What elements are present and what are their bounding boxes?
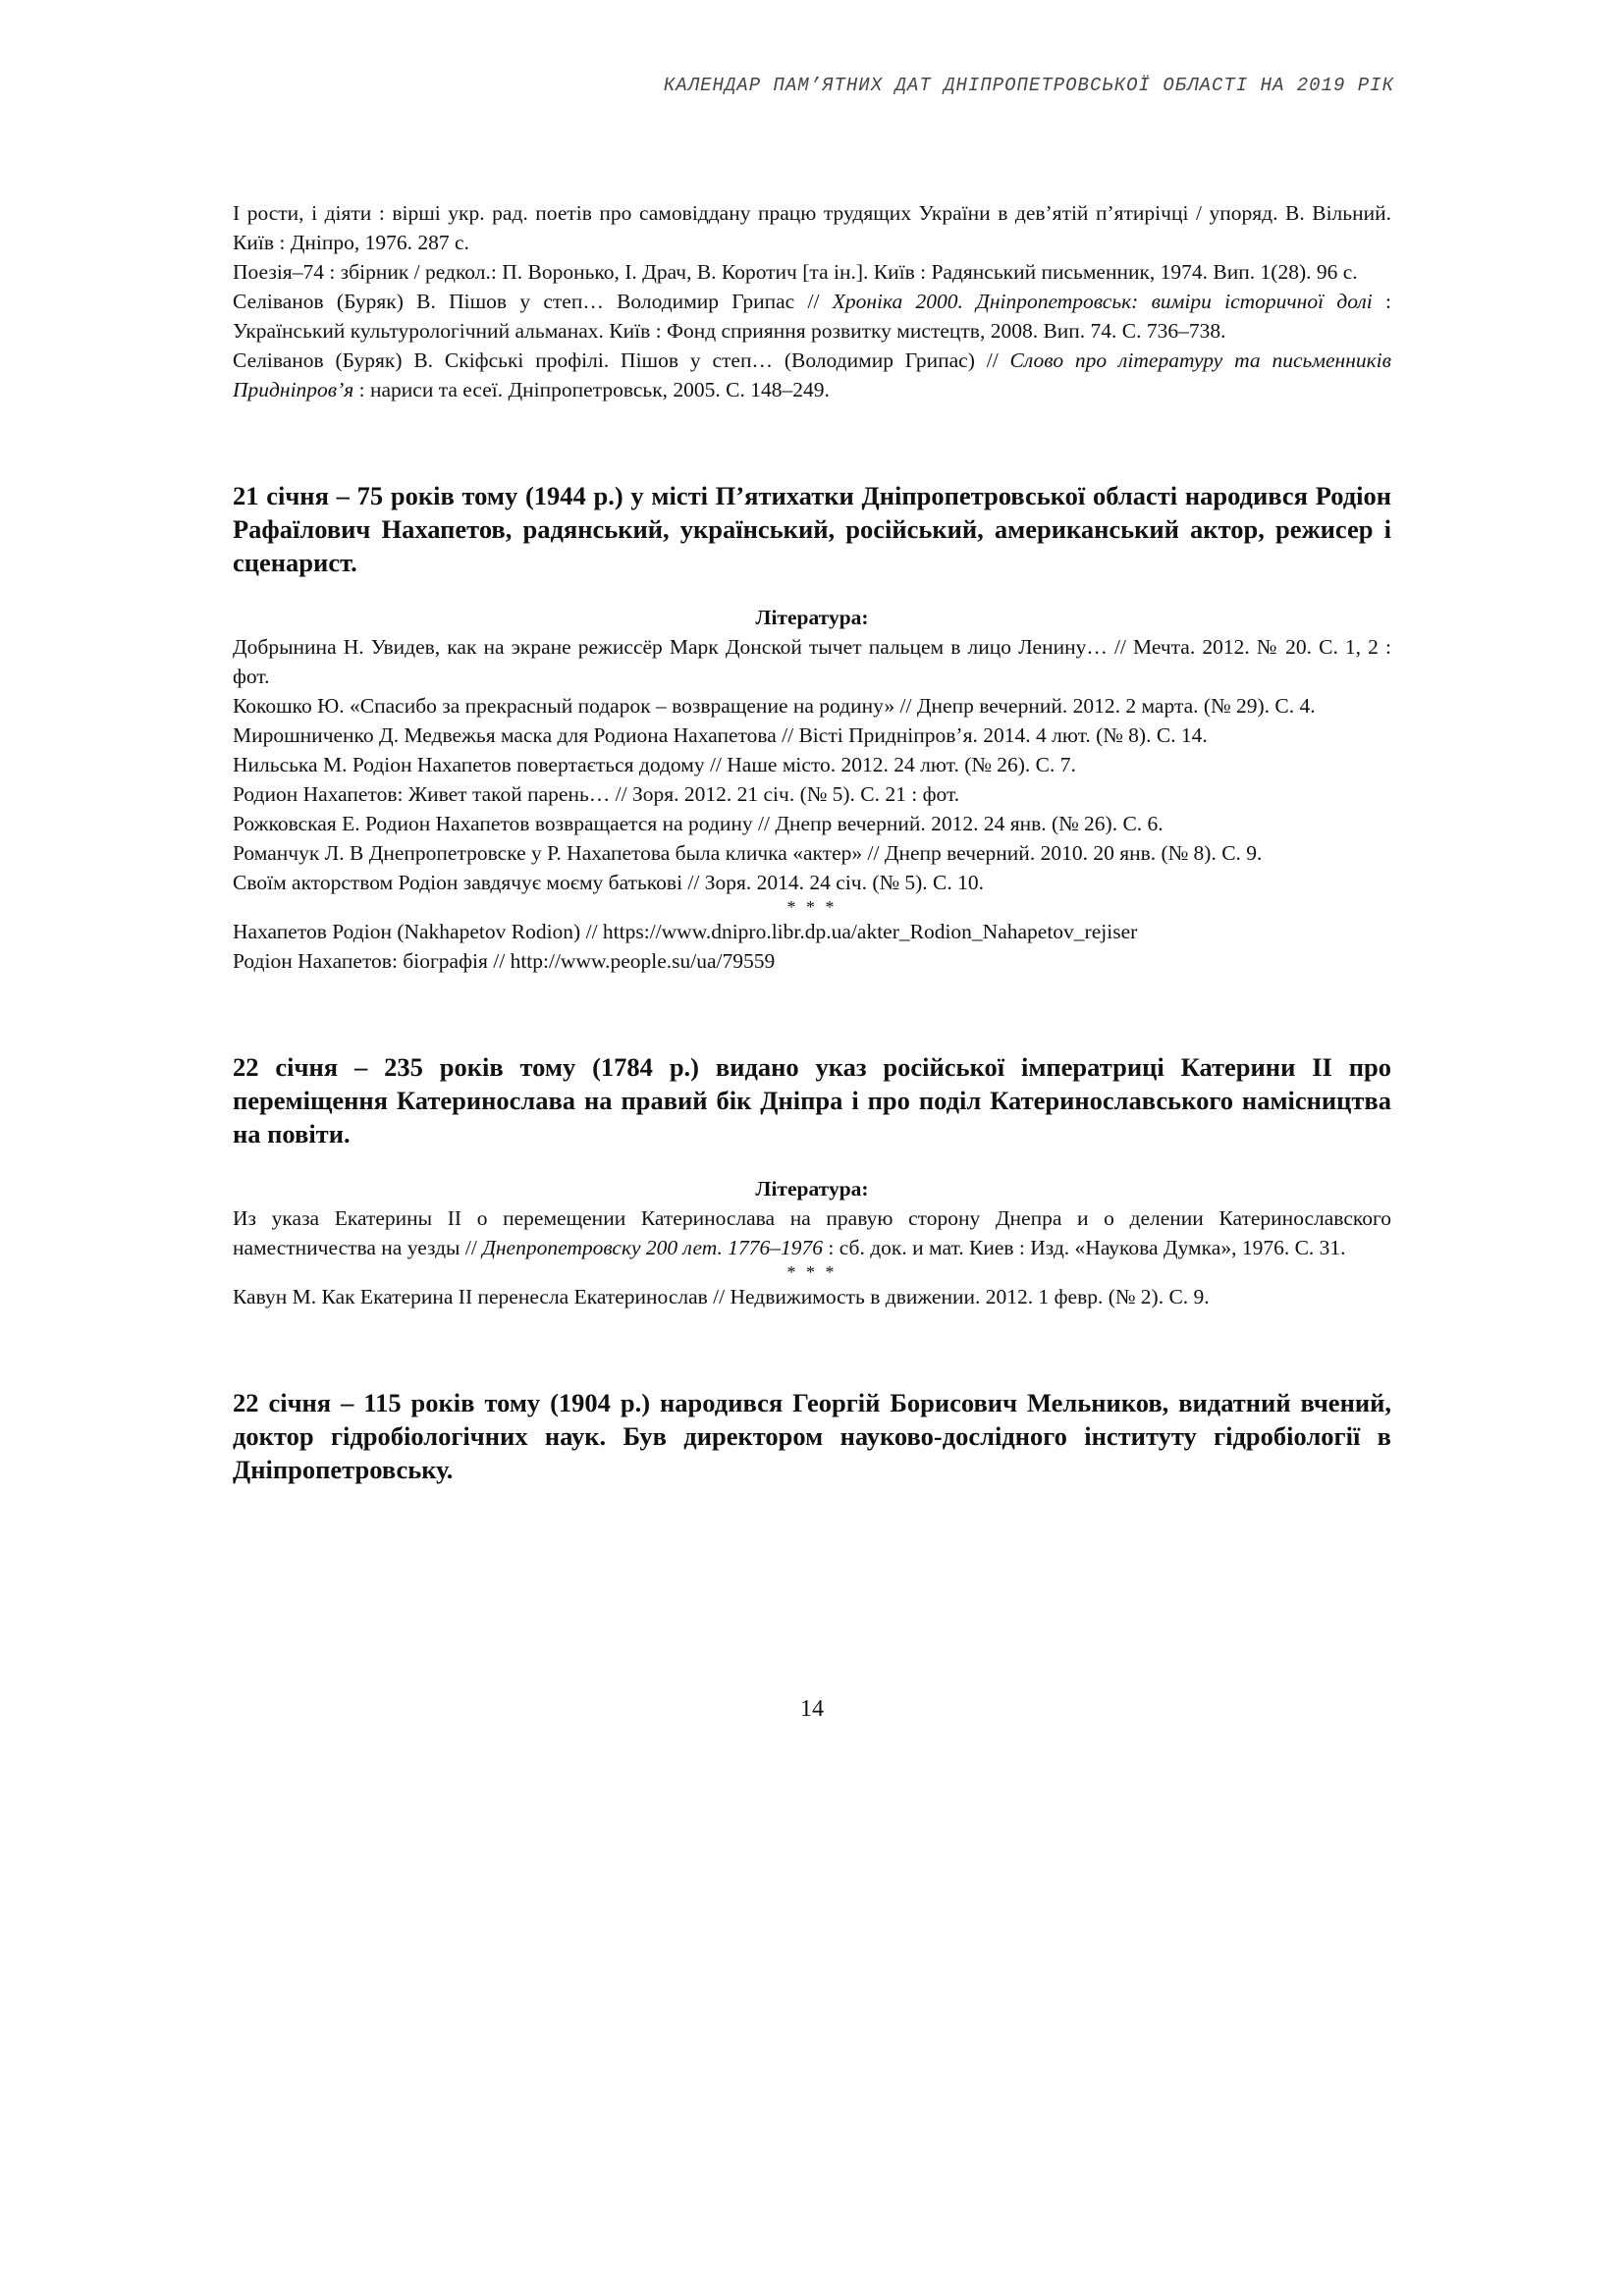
intro-references <box>233 198 1391 404</box>
event-heading: 21 січня – 75 років тому (1944 р.) у місті П’ятихатки Дніпропетровської області народився Родіон Рафаїлович Нахапетов, радянський, український, російський, американський актор, режисер і сценарист. <box>233 481 1391 577</box>
literature-heading: Література: <box>755 606 869 629</box>
page-content <box>233 198 1391 1486</box>
reference-entry: І рости, і діяти : вірші укр. рад. поетів про самовіддану працю трудящих України в дев’ятій п’ятирічці / упоряд. В. Вільний. Київ : Дніпро, 1976. 287 с. <box>233 201 1391 254</box>
reference-entry: Нильська М. Родіон Нахапетов повертається додому // Наше місто. 2012. 24 лют. (№ 26). С. 7. <box>233 753 1076 776</box>
reference-entry: Рожковская Е. Родион Нахапетов возвращается на родину // Днепр вечерний. 2012. 24 янв. (№ 26). С. 6. <box>233 812 1164 835</box>
reference-entry: Романчук Л. В Днепропетровске у Р. Нахапетова была кличка «актер» // Днепр вечерний. 2010. 20 янв. (№ 8). С. 9. <box>233 841 1263 865</box>
reference-entry: Родион Нахапетов: Живет такой парень… // Зоря. 2012. 21 січ. (№ 5). С. 21 : фот. <box>233 782 960 806</box>
reference-entry: Кавун М. Как Екатерина II перенесла Екатеринослав // Недвижимость в движении. 2012. 1 февр. (№ 2). С. 9. <box>233 1285 1210 1308</box>
reference-entry: Кокошко Ю. «Спасибо за прекрасный подарок – возвращение на родину» // Днепр вечерний. 2012. 2 марта. (№ 29). С. 4. <box>233 694 1316 718</box>
web-reference: Родіон Нахапетов: біографія // http://www.people.su/ua/79559 <box>233 949 776 973</box>
literature-heading: Література: <box>755 1177 869 1201</box>
event-section-ukaz-1784 <box>233 1050 1391 1311</box>
reference-entry: Селіванов (Буряк) В. Скіфські профілі. Пішов у степ… (Володимир Грипас) // Слово про літературу та письменників Придніпров’я : нариси та есеї. Дніпропетровськ, 2005. С. 148–249. <box>233 348 1391 401</box>
event-heading: 22 січня – 115 років тому (1904 р.) народився Георгій Борисович Мельников, видатний вчений, доктор гідробіологічних наук. Був директором науково-дослідного інституту гідробіології в Дніпропетровську. <box>233 1388 1391 1484</box>
reference-entry: Мирошниченко Д. Медвежья маска для Родиона Нахапетова // Вісті Придніпров’я. 2014. 4 лют. (№ 8). С. 14. <box>233 723 1208 747</box>
event-heading: 22 січня – 235 років тому (1784 р.) видано указ російської імператриці Катерини ІІ про переміщення Катеринослава на правий бік Дніпра і про поділ Катеринославського намісництва на повіти. <box>233 1052 1391 1148</box>
event-section-melnikov <box>233 1386 1391 1486</box>
running-header: КАЛЕНДАР ПАМ’ЯТНИХ ДАТ ДНІПРОПЕТРОВСЬКОЇ ОБЛАСТІ НА 2019 РІК <box>663 75 1394 96</box>
reference-entry: Своїм акторством Родіон завдячує моєму батькові // Зоря. 2014. 24 січ. (№ 5). С. 10. <box>233 871 985 894</box>
separator-stars: * * * <box>786 1262 838 1282</box>
page-number: 14 <box>800 1696 824 1722</box>
reference-entry: Из указа Екатерины II о перемещении Катеринослава на правую сторону Днепра и о делении Катеринославского наместничества на уезды // Днепропетровску 200 лет. 1776–1976 : сб. док. и мат. Киев : Изд. «Наукова Думка», 1976. С. 31. <box>233 1206 1391 1259</box>
web-reference: Нахапетов Родіон (Nakhapetov Rodion) // https://www.dnipro.libr.dp.ua/akter_Rodion_Nahapetov_rejiser <box>233 920 1138 943</box>
reference-entry: Добрынина Н. Увидев, как на экране режиссёр Марк Донской тычет пальцем в лицо Ленину… // Мечта. 2012. № 20. С. 1, 2 : фот. <box>233 635 1391 688</box>
reference-entry: Поезія–74 : збірник / редкол.: П. Воронько, І. Драч, В. Коротич [та ін.]. Київ : Радянський письменник, 1974. Вип. 1(28). 96 с. <box>233 260 1358 284</box>
separator-stars: * * * <box>786 897 838 917</box>
event-section-nakhapetov <box>233 479 1391 976</box>
reference-entry: Селіванов (Буряк) В. Пішов у степ… Володимир Грипас // Хроніка 2000. Дніпропетровськ: виміри історичної долі : Український культурологічний альманах. Київ : Фонд сприяння розвитку мистецтв, 2008. Вип. 74. С. 736–738. <box>233 290 1391 343</box>
